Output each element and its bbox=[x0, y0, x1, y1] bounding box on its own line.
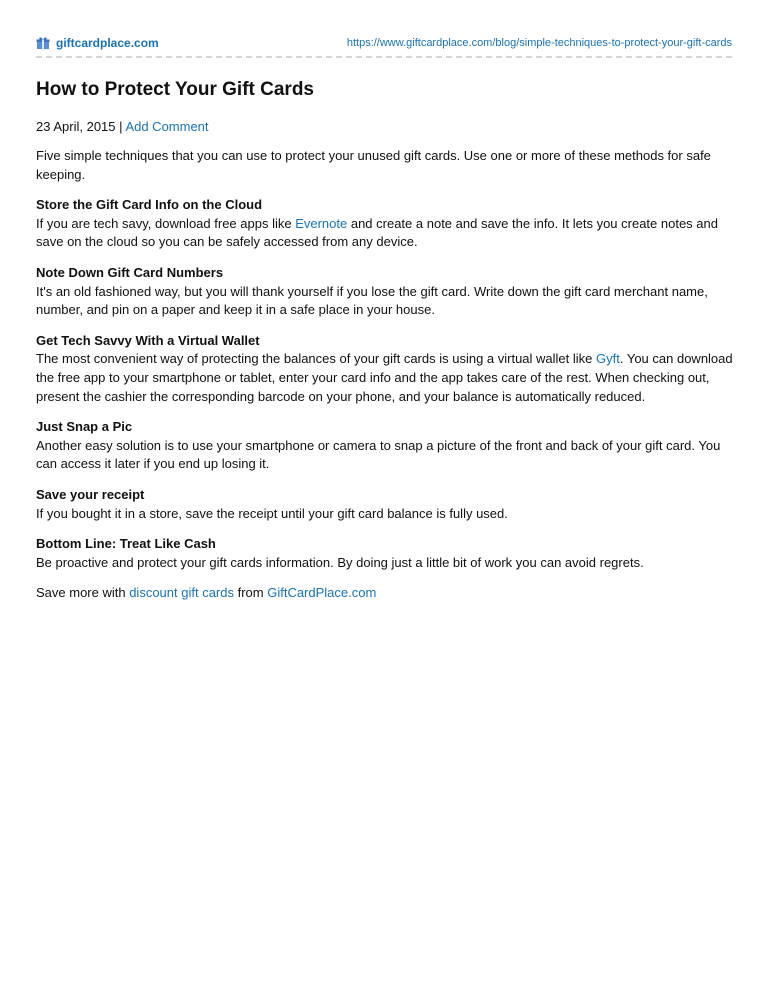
section-text: Another easy solution is to use your smartphone or camera to snap a picture of the front and back of your gift card. You can access it later if you end up losing it. bbox=[36, 437, 721, 472]
header-divider bbox=[36, 56, 732, 58]
site-brand[interactable] bbox=[36, 36, 159, 50]
article bbox=[36, 78, 736, 615]
footer-text: from bbox=[233, 585, 268, 601]
page-title: How to Protect Your Gift Cards bbox=[36, 79, 314, 100]
section-title: Store the Gift Card Info on the Cloud bbox=[36, 197, 263, 213]
section-note-numbers bbox=[36, 264, 736, 320]
section-title: Get Tech Savvy With a Virtual Wallet bbox=[36, 332, 260, 348]
section-text: If you are tech savy, download free apps like bbox=[36, 215, 296, 231]
section-text: Be proactive and protect your gift cards information. By doing just a little bit of work you can avoid regrets. bbox=[36, 554, 644, 570]
gyft-link[interactable]: Gyft bbox=[596, 351, 620, 367]
section-text: If you bought it in a store, save the receipt until your gift card balance is fully used. bbox=[36, 505, 508, 521]
section-text: . You can download the free app to your smartphone or tablet, enter your card info and the app takes care of the rest. When checking out, present the cashier the corresponding barcode on your phone, and your balance is automatically reduced. bbox=[36, 351, 733, 404]
section-snap-pic bbox=[36, 418, 736, 474]
section-cloud bbox=[36, 196, 736, 252]
evernote-link[interactable]: Evernote bbox=[295, 215, 348, 231]
article-meta bbox=[36, 118, 736, 136]
section-title: Save your receipt bbox=[36, 486, 145, 502]
intro-paragraph: Five simple techniques that you can use to protect your unused gift cards. Use one or more of these methods for safe keeping. bbox=[36, 148, 711, 182]
section-title: Note Down Gift Card Numbers bbox=[36, 264, 224, 280]
post-date: 23 April, 2015 bbox=[36, 119, 116, 134]
site-name-link[interactable]: giftcardplace.com bbox=[56, 36, 159, 50]
section-text: The most convenient way of protecting the balances of your gift cards is using a virtual wallet like bbox=[36, 351, 597, 367]
gift-box-icon bbox=[36, 36, 50, 50]
page-header bbox=[36, 34, 732, 52]
section-text: It's an old fashioned way, but you will thank yourself if you lose the gift card. Write down the gift card merchant name, number, and pin on a paper and keep it in a safe place in your house. bbox=[36, 283, 708, 318]
discount-gift-cards-link[interactable]: discount gift cards bbox=[129, 585, 234, 601]
footer-text: Save more with bbox=[36, 585, 130, 601]
section-virtual-wallet bbox=[36, 332, 736, 406]
section-title: Just Snap a Pic bbox=[36, 419, 133, 435]
giftcardplace-link[interactable]: GiftCardPlace.com bbox=[267, 585, 377, 601]
section-bottom-line bbox=[36, 535, 736, 572]
page-url-link[interactable]: https://www.giftcardplace.com/blog/simple-techniques-to-protect-your-gift-cards bbox=[346, 37, 732, 49]
section-text: and create a note and save the info. It lets you create notes and save on the cloud so you can be safely accessed from any device. bbox=[36, 215, 718, 250]
section-receipt bbox=[36, 486, 736, 523]
meta-separator: | bbox=[119, 119, 123, 134]
section-title: Bottom Line: Treat Like Cash bbox=[36, 536, 216, 552]
footer-paragraph bbox=[36, 584, 736, 603]
add-comment-link[interactable]: Add Comment bbox=[125, 119, 209, 134]
